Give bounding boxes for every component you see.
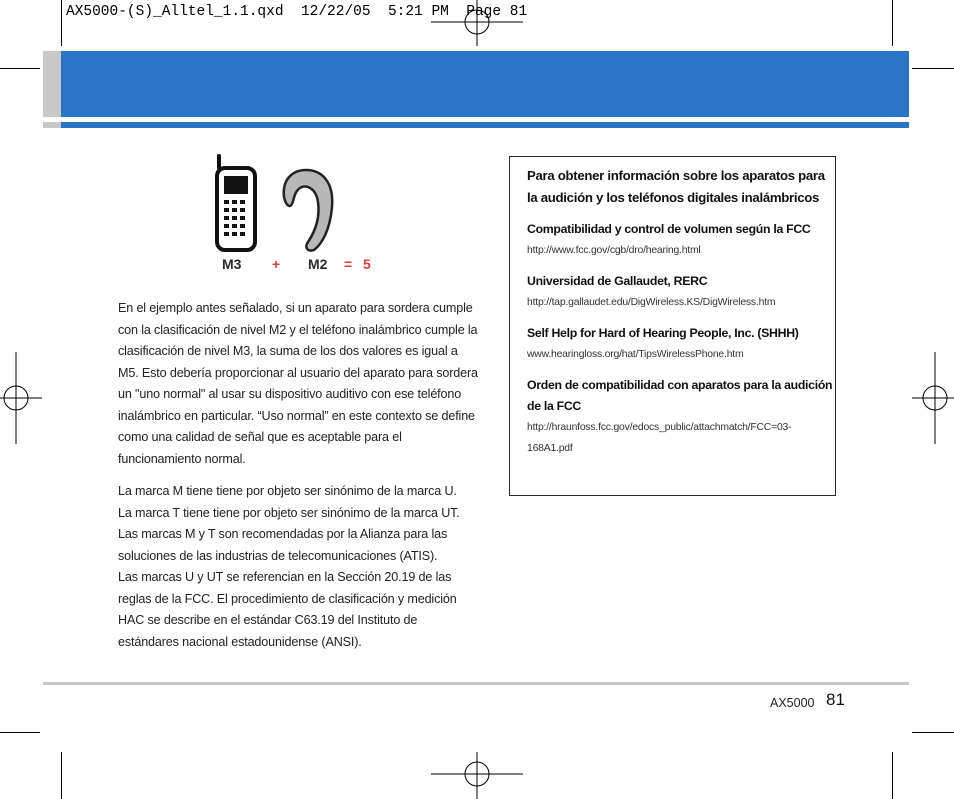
- header-blue-strip: [61, 122, 909, 128]
- info-entry-heading: Universidad de Gallaudet, RERC: [527, 274, 708, 288]
- crop-mark-top-right-vertical: [892, 0, 893, 46]
- body-text: [118, 298, 478, 653]
- crop-mark-top-left-vertical: [61, 0, 62, 46]
- registration-mark-left: [0, 352, 42, 444]
- phone-rating-label: M3: [222, 256, 242, 272]
- info-entry-url[interactable]: www.hearingloss.org/hat/TipsWirelessPhone.htm: [527, 349, 744, 360]
- info-entry-heading: Self Help for Hard of Hearing People, Inc. (SHHH): [527, 326, 799, 340]
- crop-mark-top-right-horizontal: [912, 68, 954, 69]
- paragraph-example: En el ejemplo antes señalado, si un aparato para sordera cumple con la clasificación de nivel M2 y el teléfono inalámbrico cumple la clasificación de nivel M3, la suma de los dos valores es igual a M5. Esto debería proporcionar al usuario del aparato para sordera un "uno normal" al usar su dispositivo auditivo con ese teléfono inalámbrico en particular. “Uso normal” en este contexto se define como una calidad de señal que es aceptable para el funcionamiento normal.: [118, 301, 478, 466]
- info-box: [509, 156, 836, 496]
- result-label: 5: [363, 256, 371, 272]
- info-entry: [527, 219, 835, 261]
- info-entry-heading: Orden de compatibilidad con aparatos para la audición de la FCC: [527, 378, 833, 413]
- info-entry: [527, 271, 835, 313]
- crop-mark-bottom-right-horizontal: [912, 732, 954, 733]
- printer-slug: AX5000-(S)_Alltel_1.1.qxd 12/22/05 5:21 PM Page 81: [66, 4, 528, 20]
- plus-sign: +: [272, 256, 281, 272]
- header-gray-block: [43, 51, 61, 117]
- marks-line-m: La marca M tiene tiene por objeto ser sinónimo de la marca U.: [118, 484, 457, 498]
- equals-sign: =: [344, 256, 353, 272]
- info-entry-url[interactable]: http://www.fcc.gov/cgb/dro/hearing.html: [527, 245, 701, 256]
- crop-mark-bottom-right-vertical: [892, 752, 893, 799]
- hearing-aid-compatibility-illustration: [210, 152, 390, 278]
- info-entry-url[interactable]: http://hraunfoss.fcc.gov/edocs_public/attachmatch/FCC=03-168A1.pdf: [527, 422, 792, 454]
- cell-phone-icon: [217, 154, 255, 250]
- page-number: 81: [826, 690, 845, 709]
- aid-rating-label: M2: [308, 256, 328, 272]
- info-entry-url[interactable]: http://tap.gallaudet.edu/DigWireless.KS/DigWireless.htm: [527, 297, 776, 308]
- info-entry: [527, 375, 835, 459]
- info-box-title: Para obtener información sobre los aparatos para la audición y los teléfonos digitales inalámbricos: [527, 168, 825, 205]
- marks-line-atis: Las marcas M y T son recomendadas por la Alianza para las soluciones de las industrias de telecomunicaciones (ATIS).: [118, 527, 448, 563]
- crop-mark-bottom-left-vertical: [61, 752, 62, 799]
- info-entry-heading: Compatibilidad y control de volumen según la FCC: [527, 222, 811, 236]
- registration-mark-top: [431, 0, 523, 46]
- header-blue-band: [61, 51, 909, 117]
- crop-mark-top-left-horizontal: [0, 68, 40, 69]
- registration-mark-bottom: [431, 752, 523, 799]
- marks-line-t: La marca T tiene tiene por objeto ser sinónimo de la marca UT.: [118, 505, 460, 520]
- registration-mark-right: [912, 352, 954, 444]
- info-entry: [527, 323, 835, 365]
- hearing-aid-icon: [284, 170, 332, 251]
- footer-rule: [43, 682, 909, 685]
- crop-mark-bottom-left-horizontal: [0, 732, 40, 733]
- footer-model-name: AX5000: [770, 696, 815, 710]
- paragraph-marks: [118, 481, 478, 653]
- marks-line-fcc: Las marcas U y UT se referencian en la Sección 20.19 de las reglas de la FCC. El procedimiento de clasificación y medición HAC se describe en el estándar C63.19 del Instituto de estándares nacional estadounidense (ANSI).: [118, 570, 457, 649]
- header-gray-strip: [43, 122, 61, 128]
